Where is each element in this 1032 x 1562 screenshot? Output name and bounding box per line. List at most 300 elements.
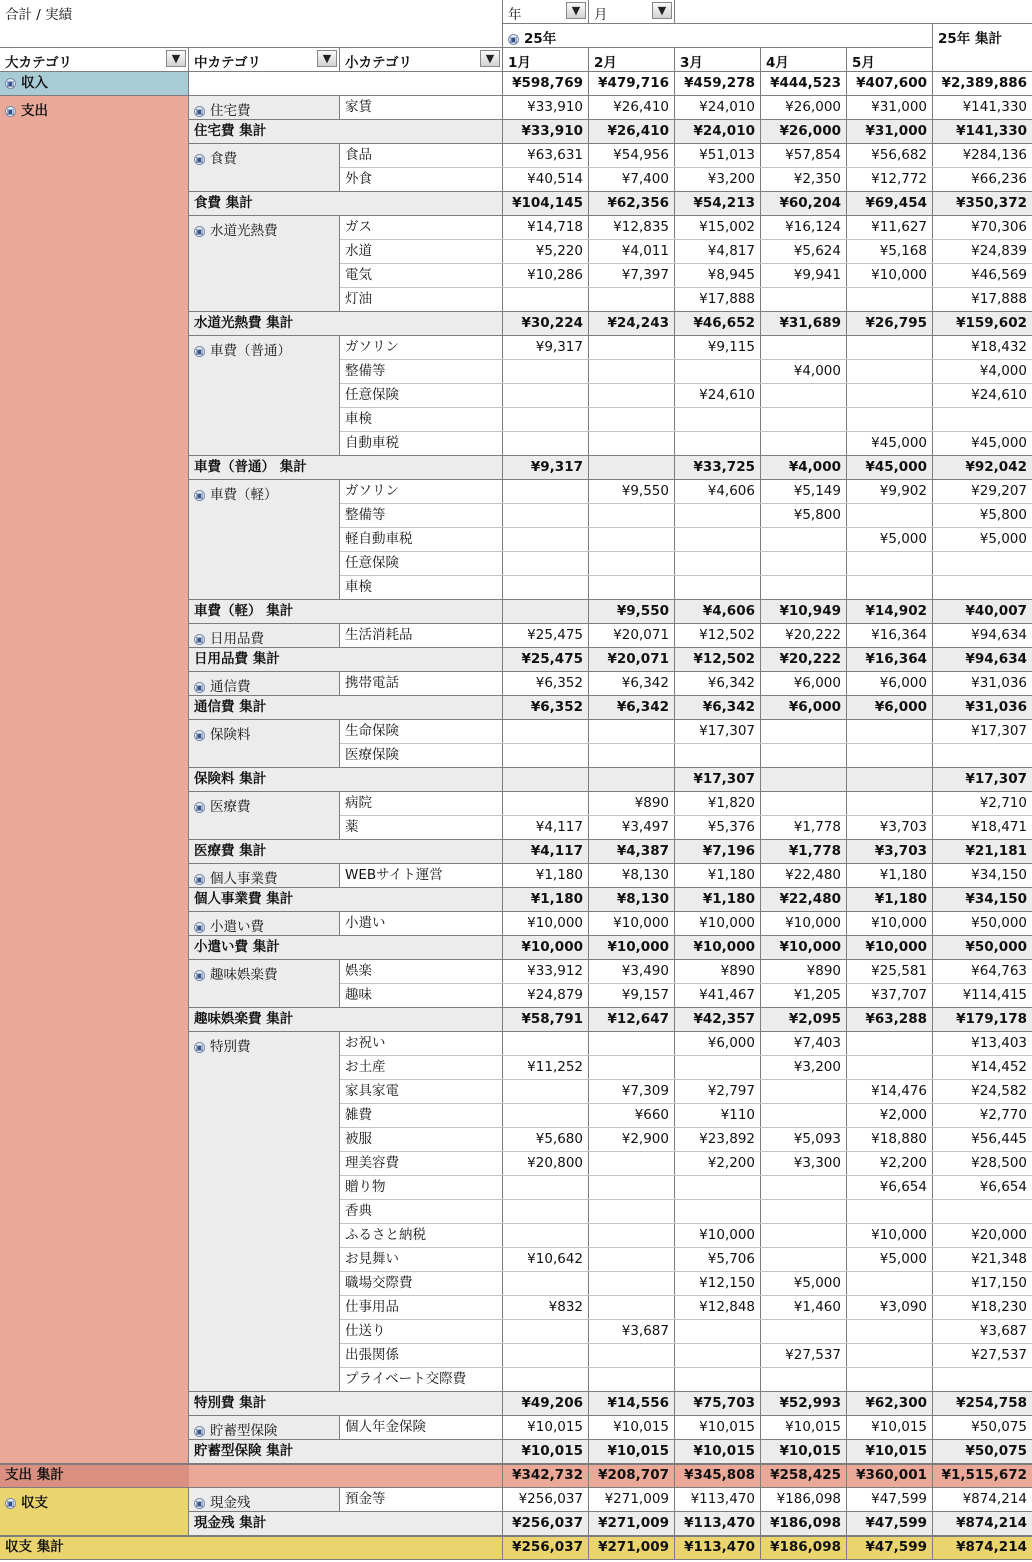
expand-toggle-icon[interactable]: ▣ [195,107,204,116]
value-cell: ¥2,900 [589,1128,675,1152]
minor-category-cell: 灯油 [340,288,503,312]
value-cell [675,1368,761,1392]
value-cell: ¥890 [675,960,761,984]
minor-category-header[interactable] [340,48,503,72]
value-cell: ¥26,000 [761,120,847,144]
minor-category-cell: 軽自動車税 [340,528,503,552]
middle-category[interactable] [189,864,340,888]
middle-category[interactable] [189,792,340,840]
value-cell: ¥141,330 [933,120,1032,144]
value-cell: ¥2,710 [933,792,1032,816]
value-cell: ¥7,309 [589,1080,675,1104]
expand-toggle-icon[interactable]: ▣ [195,971,204,980]
middle-category-label: 小遣い費 [210,919,264,935]
expand-toggle-icon[interactable]: ▣ [195,227,204,236]
value-cell: ¥13,403 [933,1032,1032,1056]
value-cell: ¥26,410 [589,120,675,144]
value-cell: ¥3,200 [761,1056,847,1080]
value-cell: ¥33,910 [503,120,589,144]
middle-category[interactable] [189,216,340,312]
middle-category[interactable] [189,144,340,192]
value-cell: ¥66,236 [933,168,1032,192]
value-cell: ¥17,888 [675,288,761,312]
value-cell: ¥4,011 [589,240,675,264]
value-cell [847,1056,933,1080]
value-cell: ¥6,342 [675,672,761,696]
value-cell: ¥104,145 [503,192,589,216]
minor-category-cell: WEBサイト運営 [340,864,503,888]
value-cell: ¥25,475 [503,648,589,672]
middle-category-text [194,1491,251,1511]
value-cell: ¥3,687 [933,1320,1032,1344]
expand-toggle-icon[interactable]: ▣ [6,107,15,116]
value-cell [847,360,933,384]
month-label: 1月 [508,55,531,71]
middle-category-header[interactable] [189,48,340,72]
section-expense-text [5,99,48,119]
section-expense[interactable] [0,96,189,1464]
value-cell: ¥27,537 [933,1344,1032,1368]
value-cell: ¥1,180 [503,864,589,888]
value-cell: ¥10,000 [761,936,847,960]
pivot-header [0,0,1032,72]
value-cell [589,336,675,360]
middle-category-text [194,867,278,887]
value-cell: ¥9,902 [847,480,933,504]
filter-icon[interactable]: ▼ [652,2,672,19]
value-cell [503,1032,589,1056]
subtotal-label: 貯蓄型保険 集計 [189,1440,503,1464]
expand-toggle-icon[interactable]: ▣ [195,155,204,164]
value-cell: ¥56,682 [847,144,933,168]
value-cell: ¥254,758 [933,1392,1032,1416]
value-cell: ¥41,467 [675,984,761,1008]
major-category-label: 大カテゴリ [5,55,72,71]
subtotal-label: 個人事業費 集計 [189,888,503,912]
middle-category[interactable] [189,1416,340,1440]
value-cell: ¥23,892 [675,1128,761,1152]
value-cell [847,744,933,768]
month-header [675,48,761,72]
minor-category-cell: 医療保険 [340,744,503,768]
value-cell: ¥5,000 [933,528,1032,552]
filter-icon[interactable]: ▼ [317,50,337,67]
year-filter[interactable] [503,0,589,24]
value-cell [847,384,933,408]
value-cell: ¥598,769 [503,72,589,96]
middle-category-text [194,963,278,983]
value-cell [589,744,675,768]
value-cell [675,1320,761,1344]
value-cell: ¥9,157 [589,984,675,1008]
value-cell [503,480,589,504]
middle-category[interactable] [189,336,340,456]
value-cell: ¥33,912 [503,960,589,984]
expand-toggle-icon[interactable]: ▣ [195,1499,204,1508]
value-cell: ¥8,130 [589,888,675,912]
middle-category-text [194,147,237,167]
value-cell: ¥9,317 [503,336,589,360]
value-cell: ¥31,036 [933,696,1032,720]
subtotal-label: 小遣い費 集計 [189,936,503,960]
middle-category-label: 車費（普通） [210,343,291,359]
value-cell [589,432,675,456]
value-cell: ¥20,800 [503,1152,589,1176]
value-cell: ¥5,376 [675,816,761,840]
value-cell: ¥28,500 [933,1152,1032,1176]
value-cell [761,1200,847,1224]
grid-line [0,1464,1032,1465]
value-cell [503,1320,589,1344]
value-cell: ¥113,470 [675,1488,761,1512]
value-cell: ¥7,400 [589,168,675,192]
expand-toggle-icon[interactable]: ▣ [195,1043,204,1052]
value-cell: ¥890 [761,960,847,984]
minor-category-cell: 任意保険 [340,384,503,408]
value-cell: ¥271,009 [589,1488,675,1512]
minor-category-cell: ガス [340,216,503,240]
value-cell: ¥45,000 [847,432,933,456]
value-cell: ¥34,150 [933,888,1032,912]
value-cell [761,408,847,432]
middle-category-label: 医療費 [210,799,251,815]
value-cell: ¥26,000 [761,96,847,120]
value-cell: ¥6,654 [847,1176,933,1200]
middle-category[interactable] [189,960,340,1008]
value-cell [847,552,933,576]
value-cell: ¥29,207 [933,480,1032,504]
value-cell: ¥10,015 [675,1440,761,1464]
value-cell: ¥16,364 [847,648,933,672]
value-cell: ¥7,196 [675,840,761,864]
section-balance[interactable] [0,1488,189,1536]
corner-label: 合計 / 実績 [5,7,73,23]
minor-category-cell: 生活消耗品 [340,624,503,648]
value-cell [847,1200,933,1224]
middle-category-text [194,1419,278,1439]
value-cell [761,1224,847,1248]
expand-toggle-icon[interactable]: ▣ [195,731,204,740]
value-cell [675,504,761,528]
value-cell [761,1248,847,1272]
value-cell: ¥2,350 [761,168,847,192]
value-cell: ¥1,778 [761,816,847,840]
section-total-blank [189,1464,503,1488]
value-cell: ¥114,415 [933,984,1032,1008]
value-cell: ¥17,307 [933,720,1032,744]
value-cell: ¥10,000 [675,912,761,936]
value-cell: ¥10,015 [847,1440,933,1464]
value-cell [503,432,589,456]
value-cell: ¥12,772 [847,168,933,192]
grid-line [0,1536,1032,1537]
value-cell: ¥6,000 [761,672,847,696]
value-cell [847,1344,933,1368]
middle-category-label: 日用品費 [210,631,264,647]
value-cell: ¥345,808 [675,1464,761,1488]
value-cell: ¥40,514 [503,168,589,192]
month-header [847,48,933,72]
middle-category[interactable] [189,480,340,600]
middle-category[interactable] [189,1488,340,1512]
value-cell [589,360,675,384]
value-cell: ¥94,634 [933,648,1032,672]
filter-icon[interactable]: ▼ [166,50,186,67]
value-cell: ¥10,000 [589,912,675,936]
value-cell: ¥7,403 [761,1032,847,1056]
value-cell [503,576,589,600]
expand-toggle-icon[interactable]: ▣ [195,803,204,812]
value-cell: ¥20,000 [933,1224,1032,1248]
value-cell [503,360,589,384]
value-cell: ¥271,009 [589,1536,675,1560]
value-cell: ¥4,117 [503,840,589,864]
value-cell: ¥10,000 [847,1224,933,1248]
value-cell [503,408,589,432]
subtotal-label: 食費 集計 [189,192,503,216]
month-label: 4月 [766,55,789,71]
expand-toggle-icon[interactable]: ▣ [195,1427,204,1436]
value-cell: ¥18,471 [933,816,1032,840]
major-category-header[interactable] [0,48,189,72]
minor-category-cell: 贈り物 [340,1176,503,1200]
value-cell: ¥24,243 [589,312,675,336]
value-cell [933,408,1032,432]
value-cell: ¥50,075 [933,1440,1032,1464]
value-cell: ¥20,222 [761,624,847,648]
value-cell [503,1104,589,1128]
section-row-income [0,72,1032,96]
month-label: 2月 [594,55,617,71]
value-cell [503,288,589,312]
value-cell [503,744,589,768]
value-cell [675,528,761,552]
value-cell [847,768,933,792]
value-cell [675,1176,761,1200]
value-cell [503,384,589,408]
subtotal-label: 医療費 集計 [189,840,503,864]
value-cell: ¥17,307 [933,768,1032,792]
value-cell [589,1344,675,1368]
minor-category-cell: 車検 [340,576,503,600]
value-cell: ¥7,397 [589,264,675,288]
value-cell [933,576,1032,600]
value-cell: ¥10,000 [847,912,933,936]
value-cell: ¥6,000 [847,672,933,696]
value-cell [503,1200,589,1224]
value-cell: ¥1,820 [675,792,761,816]
value-cell [847,1032,933,1056]
middle-category[interactable] [189,912,340,936]
value-cell [847,408,933,432]
expand-toggle-icon[interactable]: ▣ [509,35,518,44]
value-cell [675,576,761,600]
value-cell [761,336,847,360]
value-cell: ¥42,357 [675,1008,761,1032]
value-cell: ¥159,602 [933,312,1032,336]
value-cell: ¥18,230 [933,1296,1032,1320]
year-group-header[interactable] [503,24,933,48]
value-cell: ¥14,718 [503,216,589,240]
value-cell: ¥12,502 [675,648,761,672]
value-cell: ¥27,537 [761,1344,847,1368]
expand-toggle-icon[interactable]: ▣ [195,635,204,644]
value-cell [761,1320,847,1344]
expand-toggle-icon[interactable]: ▣ [195,491,204,500]
value-cell: ¥10,015 [675,1416,761,1440]
value-cell [589,576,675,600]
expand-toggle-icon[interactable]: ▣ [195,683,204,692]
value-cell: ¥24,010 [675,96,761,120]
value-cell: ¥141,330 [933,96,1032,120]
middle-category[interactable] [189,720,340,768]
header-spacer [675,0,1032,24]
expand-toggle-icon[interactable]: ▣ [6,1499,15,1508]
value-cell [847,1320,933,1344]
value-cell: ¥2,797 [675,1080,761,1104]
value-cell [503,600,589,624]
minor-category-cell: ふるさと納税 [340,1224,503,1248]
minor-category-cell: 仕送り [340,1320,503,1344]
value-cell [761,744,847,768]
corner-cell [0,0,503,48]
value-cell: ¥660 [589,1104,675,1128]
value-cell: ¥18,880 [847,1128,933,1152]
value-cell: ¥10,015 [503,1440,589,1464]
value-cell: ¥45,000 [847,456,933,480]
value-cell [589,768,675,792]
value-cell: ¥186,098 [761,1536,847,1560]
expand-toggle-icon[interactable]: ▣ [195,875,204,884]
value-cell: ¥1,460 [761,1296,847,1320]
value-cell: ¥186,098 [761,1488,847,1512]
value-cell [589,1296,675,1320]
minor-category-cell: 預金等 [340,1488,503,1512]
middle-category-label: 通信費 [210,679,251,695]
value-cell: ¥3,200 [675,168,761,192]
value-cell: ¥2,200 [675,1152,761,1176]
value-cell: ¥342,732 [503,1464,589,1488]
value-cell [503,1080,589,1104]
value-cell: ¥62,300 [847,1392,933,1416]
value-cell: ¥1,180 [847,864,933,888]
value-cell: ¥46,652 [675,312,761,336]
value-cell: ¥10,015 [847,1416,933,1440]
value-cell [503,1344,589,1368]
value-cell: ¥10,015 [761,1440,847,1464]
middle-category[interactable] [189,96,340,120]
value-cell: ¥3,497 [589,816,675,840]
middle-category-label: 個人事業費 [210,871,278,887]
value-cell: ¥24,582 [933,1080,1032,1104]
value-cell: ¥9,115 [675,336,761,360]
subtotal-label: 趣味娯楽費 集計 [189,1008,503,1032]
month-filter[interactable] [589,0,675,24]
minor-category-cell: 外食 [340,168,503,192]
section-total-blank [189,1536,503,1560]
value-cell [589,552,675,576]
value-cell: ¥16,124 [761,216,847,240]
value-cell: ¥11,627 [847,216,933,240]
middle-category[interactable] [189,672,340,696]
value-cell: ¥63,631 [503,144,589,168]
value-cell: ¥47,599 [847,1536,933,1560]
value-cell: ¥6,352 [503,696,589,720]
minor-category-cell: 薬 [340,816,503,840]
value-cell [847,288,933,312]
section-balance-text [5,1491,48,1511]
value-cell [589,1224,675,1248]
value-cell: ¥2,770 [933,1104,1032,1128]
year-filter-label: 年 [508,7,522,23]
value-cell: ¥60,204 [761,192,847,216]
section-balance-label: 収支 [21,1495,48,1511]
middle-category[interactable] [189,624,340,648]
value-cell [589,1272,675,1296]
value-cell: ¥33,725 [675,456,761,480]
value-cell: ¥70,306 [933,216,1032,240]
minor-category-cell: 食品 [340,144,503,168]
middle-category-label: 食費 [210,151,237,167]
value-cell [933,552,1032,576]
value-cell: ¥57,854 [761,144,847,168]
expand-toggle-icon[interactable]: ▣ [195,347,204,356]
value-cell: ¥5,680 [503,1128,589,1152]
value-cell [761,552,847,576]
minor-category-cell: 被服 [340,1128,503,1152]
value-cell: ¥12,502 [675,624,761,648]
value-cell: ¥12,835 [589,216,675,240]
subtotal-label: 日用品費 集計 [189,648,503,672]
minor-category-cell: 車検 [340,408,503,432]
value-cell: ¥49,206 [503,1392,589,1416]
value-cell [675,1200,761,1224]
value-cell: ¥16,364 [847,624,933,648]
value-cell [675,408,761,432]
minor-category-cell: お祝い [340,1032,503,1056]
month-header [589,48,675,72]
middle-category[interactable] [189,1032,340,1392]
minor-category-cell: 家具家電 [340,1080,503,1104]
month-header [503,48,589,72]
value-cell [847,720,933,744]
grid-line [0,1559,1032,1560]
value-cell: ¥1,180 [675,864,761,888]
value-cell [589,528,675,552]
value-cell: ¥24,010 [675,120,761,144]
filter-icon[interactable]: ▼ [566,2,586,19]
value-cell: ¥46,569 [933,264,1032,288]
value-cell: ¥10,000 [675,1224,761,1248]
value-cell: ¥3,090 [847,1296,933,1320]
minor-category-cell: 病院 [340,792,503,816]
dropdown-arrow-icon[interactable]: ▼ [480,50,500,67]
minor-category-cell: 整備等 [340,504,503,528]
month-label: 3月 [680,55,703,71]
value-cell: ¥256,037 [503,1536,589,1560]
value-cell: ¥69,454 [847,192,933,216]
value-cell [589,1056,675,1080]
value-cell: ¥14,902 [847,600,933,624]
value-cell: ¥24,610 [933,384,1032,408]
middle-category-label: 趣味娯楽費 [210,967,278,983]
expand-toggle-icon[interactable]: ▣ [195,923,204,932]
expand-toggle-icon[interactable]: ▣ [6,79,15,88]
value-cell [675,552,761,576]
value-cell: ¥6,352 [503,672,589,696]
middle-category-text [194,675,251,695]
value-cell [847,336,933,360]
